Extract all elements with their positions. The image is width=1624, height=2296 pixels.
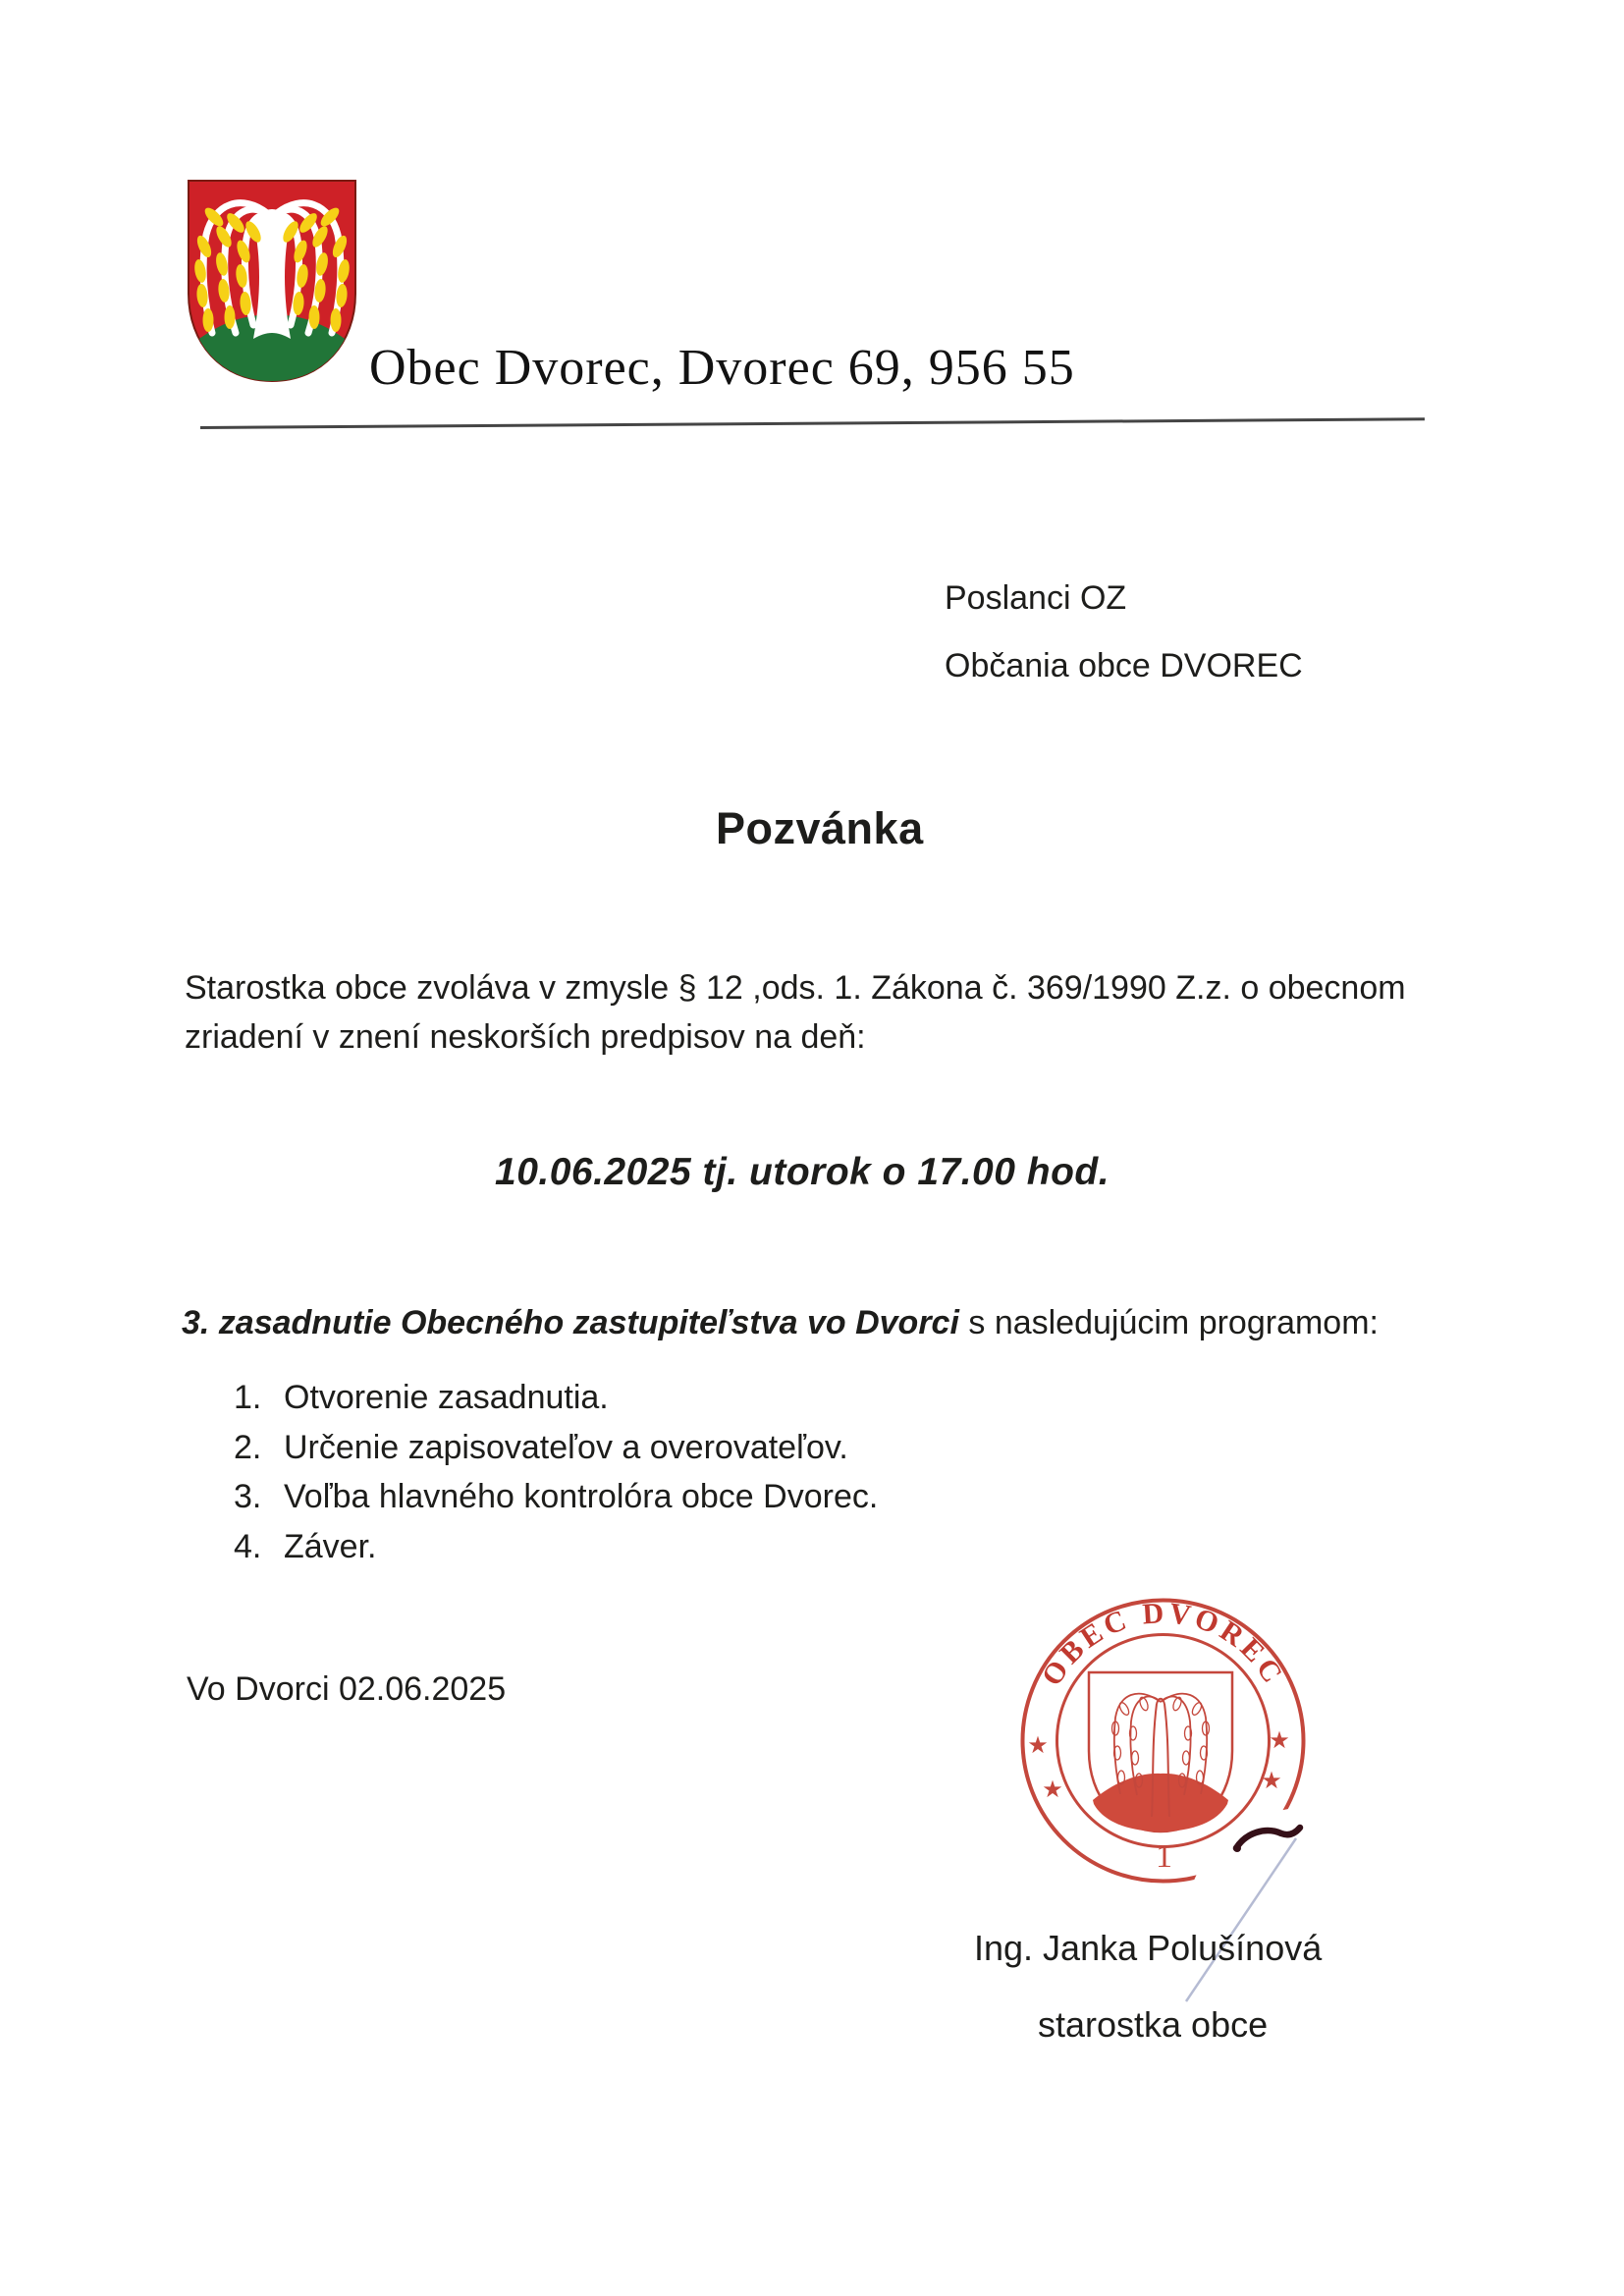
meeting-datetime: 10.06.2025 tj. utorok o 17.00 hod.	[495, 1151, 1110, 1193]
agenda-item-number: 1.	[234, 1379, 262, 1416]
coat-of-arms-icon	[185, 178, 359, 384]
agenda-item	[234, 1478, 878, 1528]
signatory-role: starostka obce	[1038, 2004, 1269, 2045]
session-title: 3. zasadnutie Obecného zastupiteľstva vo Dvorci	[182, 1304, 959, 1341]
star-icon: ★	[1269, 1727, 1290, 1754]
agenda-item	[234, 1528, 878, 1578]
agenda-item-number: 4.	[234, 1528, 262, 1566]
agenda-item-text: Určenie zapisovateľov a overovateľov.	[284, 1428, 848, 1466]
agenda-list	[234, 1379, 878, 1578]
session-rest: s nasledujúcim programom:	[958, 1304, 1379, 1341]
document-title: Pozvánka	[716, 803, 924, 853]
agenda-item-text: Voľba hlavného kontrolóra obce Dvorec.	[284, 1478, 879, 1516]
recipient-line-2: Občania obce DVOREC	[945, 647, 1303, 684]
intro-paragraph: Starostka obce zvoláva v zmysle § 12 ,ods. 1. Zákona č. 369/1990 Z.z. o obecnom zriadení v znení neskorších predpisov na deň:	[185, 969, 1406, 1056]
agenda-item-number: 3.	[234, 1478, 262, 1516]
agenda-item-text: Záver.	[284, 1528, 377, 1566]
header-divider	[200, 417, 1425, 429]
place-date-line: Vo Dvorci 02.06.2025	[187, 1670, 507, 1708]
star-icon: ★	[1042, 1777, 1063, 1803]
session-line	[182, 1304, 1379, 1342]
stamp-hill	[1093, 1774, 1228, 1831]
star-icon: ★	[1261, 1768, 1282, 1794]
recipient-line-1: Poslanci OZ	[945, 579, 1127, 617]
agenda-item-number: 2.	[234, 1428, 262, 1466]
star-icon: ★	[1027, 1732, 1049, 1759]
org-address-line: Obec Dvorec, Dvorec 69, 956 55	[369, 340, 1075, 396]
stamp-ring-text: OBEC DVOREC	[1035, 1596, 1291, 1692]
stamp-bottom-number: 1	[1156, 1838, 1172, 1875]
agenda-item-text: Otvorenie zasadnutia.	[284, 1379, 609, 1416]
signatory-name: Ing. Janka Polušínová	[974, 1928, 1323, 1968]
faint-pen-stroke	[1168, 1827, 1316, 2013]
agenda-item	[234, 1379, 878, 1429]
agenda-item	[234, 1429, 878, 1479]
